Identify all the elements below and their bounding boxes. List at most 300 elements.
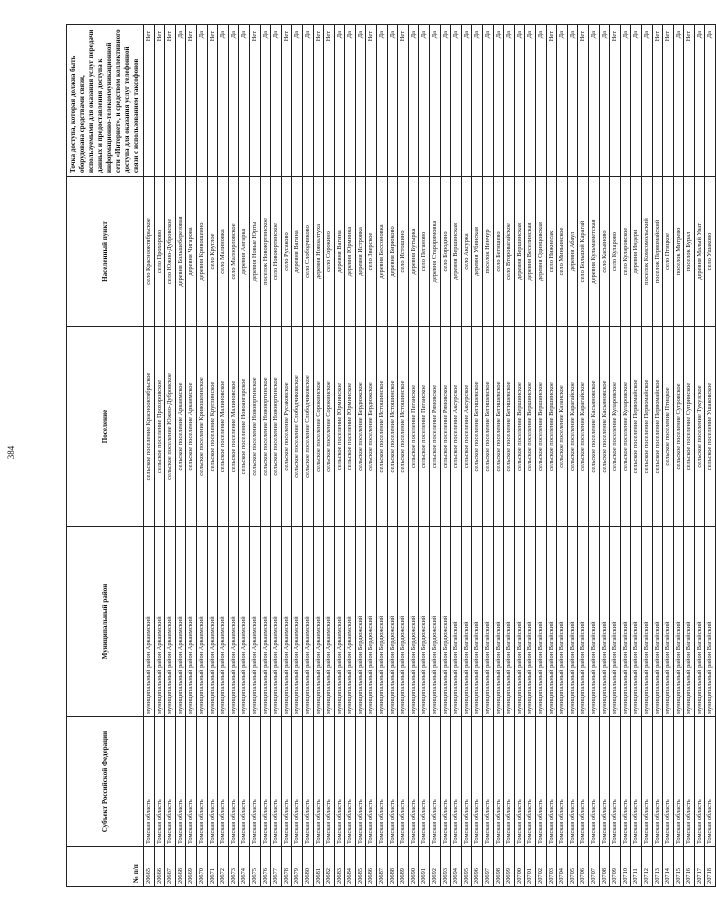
settlement-cell: сельское поселение Карагайское xyxy=(578,327,589,527)
district-cell: муниципальный район Бердюжский xyxy=(440,527,451,717)
settlement-cell: сельское поселение Рямовское xyxy=(440,327,451,527)
access-point-cell: Да xyxy=(228,25,239,177)
district-cell: муниципальный район Бердюжский xyxy=(355,527,366,717)
row-number-cell: 20700 xyxy=(514,847,525,887)
subject-cell: Томская область xyxy=(578,717,589,847)
access-point-cell: Нет xyxy=(578,25,589,177)
settlement-cell: сельское поселение Малиновское xyxy=(228,327,239,527)
access-point-cell: Да xyxy=(302,25,313,177)
district-cell: муниципальный район Аркаимский xyxy=(207,527,218,717)
district-cell: муниципальный район Вагайский xyxy=(493,527,504,717)
locality-cell: село Пеганово xyxy=(419,177,430,327)
table-row xyxy=(461,25,472,887)
row-number-cell: 20685 xyxy=(355,847,366,887)
row-number-cell: 20675 xyxy=(249,847,260,887)
table-row xyxy=(684,25,695,887)
district-cell: муниципальный район Аркаимский xyxy=(260,527,271,717)
column-header-district: Муниципальный район xyxy=(67,527,144,717)
access-point-cell: Нет xyxy=(186,25,197,177)
table-row xyxy=(175,25,186,887)
column-header-locality: Населенный пункт xyxy=(67,177,144,327)
subject-cell: Томская область xyxy=(175,717,186,847)
row-number-cell: 20705 xyxy=(567,847,578,887)
locality-cell: село Касьяново xyxy=(599,177,610,327)
settlement-cell: сельское поселение Ушаковское xyxy=(705,327,716,527)
settlement-cell: сельское поселение Слободчиковское xyxy=(302,327,313,527)
settlement-cell: сельское поселение Краснооктябрьское xyxy=(144,327,155,527)
access-point-cell: Да xyxy=(271,25,282,177)
access-point-cell: Да xyxy=(504,25,515,177)
district-cell: муниципальный район Вагайский xyxy=(567,527,578,717)
access-point-cell: Нет xyxy=(165,25,176,177)
table-row xyxy=(663,25,674,887)
subject-cell: Томская область xyxy=(504,717,515,847)
access-point-cell: Да xyxy=(377,25,388,177)
table-row xyxy=(610,25,621,887)
district-cell: муниципальный район Вагайский xyxy=(525,527,536,717)
access-point-cell: Да xyxy=(292,25,303,177)
table-row xyxy=(419,25,430,887)
subject-cell: Томская область xyxy=(483,717,494,847)
row-number-cell: 20708 xyxy=(599,847,610,887)
access-point-cell: Да xyxy=(588,25,599,177)
row-number-cell: 20678 xyxy=(281,847,292,887)
district-cell: муниципальный район Вагайский xyxy=(504,527,515,717)
locality-cell: поселок Бурал xyxy=(684,177,695,327)
access-point-cell: Да xyxy=(355,25,366,177)
locality-cell: село Слободчиково xyxy=(302,177,313,327)
access-point-cell: Да xyxy=(175,25,186,177)
row-number-cell: 20670 xyxy=(196,847,207,887)
locality-cell: поселок Первомайский xyxy=(652,177,663,327)
district-cell: муниципальный район Аркаимский xyxy=(324,527,335,717)
page-number: 384 xyxy=(6,445,16,460)
settlements-table xyxy=(66,24,716,887)
table-row xyxy=(260,25,271,887)
row-number-cell: 20712 xyxy=(641,847,652,887)
locality-cell: деревня Вершинская xyxy=(451,177,462,327)
subject-cell: Томская область xyxy=(535,717,546,847)
locality-cell: село Птицкое xyxy=(663,177,674,327)
locality-cell: село Куларово xyxy=(610,177,621,327)
table-body xyxy=(144,25,716,887)
table-row xyxy=(567,25,578,887)
settlement-cell: сельское поселение Птицкое xyxy=(663,327,674,527)
table-row xyxy=(355,25,366,887)
subject-cell: Томская область xyxy=(673,717,684,847)
access-point-cell: Да xyxy=(705,25,716,177)
table-row xyxy=(366,25,377,887)
settlement-cell: сельское поселение Сорокинское xyxy=(324,327,335,527)
access-point-cell: Да xyxy=(218,25,229,177)
locality-cell: село Истошино xyxy=(398,177,409,327)
subject-cell: Томская область xyxy=(281,717,292,847)
district-cell: муниципальный район Вагайский xyxy=(631,527,642,717)
table-row xyxy=(302,25,313,887)
table-row xyxy=(281,25,292,887)
row-number-cell: 20707 xyxy=(588,847,599,887)
district-cell: муниципальный район Вагайский xyxy=(546,527,557,717)
access-point-cell: Да xyxy=(334,25,345,177)
column-header-subject: Субъект Российской Федерации xyxy=(67,717,144,847)
district-cell: муниципальный район Аркаимский xyxy=(345,527,356,717)
settlement-cell: сельское поселение Новоангарское xyxy=(239,327,250,527)
access-point-cell: Нет xyxy=(652,25,663,177)
subject-cell: Томская область xyxy=(451,717,462,847)
district-cell: муниципальный район Вагайский xyxy=(588,527,599,717)
table-row xyxy=(525,25,536,887)
settlement-cell: сельское поселение Первомайское xyxy=(631,327,642,527)
access-point-cell: Да xyxy=(408,25,419,177)
access-point-cell: Да xyxy=(196,25,207,177)
subject-cell: Томская область xyxy=(186,717,197,847)
access-point-cell: Нет xyxy=(154,25,165,177)
settlement-cell: сельское поселение Вершинское xyxy=(514,327,525,527)
row-number-cell: 20704 xyxy=(557,847,568,887)
locality-cell: деревня Вагина xyxy=(292,177,303,327)
locality-cell: деревня Ангарка xyxy=(239,177,250,327)
district-cell: муниципальный район Аркаимский xyxy=(249,527,260,717)
settlement-cell: сельское поселение Круглинское xyxy=(207,327,218,527)
row-number-cell: 20665 xyxy=(144,847,155,887)
table-row xyxy=(377,25,388,887)
subject-cell: Томская область xyxy=(557,717,568,847)
row-number-cell: 20679 xyxy=(292,847,303,887)
settlement-cell: сельское поселение Бегишевское xyxy=(504,327,515,527)
locality-cell: деревня Бутырка xyxy=(408,177,419,327)
access-point-cell: Да xyxy=(239,25,250,177)
row-number-cell: 20711 xyxy=(631,847,642,887)
settlement-cell: сельское поселение Юрминское xyxy=(345,327,356,527)
subject-cell: Томская область xyxy=(472,717,483,847)
settlement-cell: сельское поселение Касьяновское xyxy=(599,327,610,527)
subject-cell: Томская область xyxy=(588,717,599,847)
row-number-cell: 20692 xyxy=(430,847,441,887)
subject-cell: Томская область xyxy=(398,717,409,847)
locality-cell: деревня Малый Уват xyxy=(694,177,705,327)
settlement-cell: сельское поселение Бегишевское xyxy=(493,327,504,527)
subject-cell: Томская область xyxy=(355,717,366,847)
district-cell: муниципальный район Аркаимский xyxy=(334,527,345,717)
row-number-cell: 20693 xyxy=(440,847,451,887)
table-row xyxy=(218,25,229,887)
table-row xyxy=(345,25,356,887)
row-number-cell: 20668 xyxy=(175,847,186,887)
row-number-cell: 20702 xyxy=(535,847,546,887)
settlement-cell: сельское поселение Рямовское xyxy=(430,327,441,527)
row-number-cell: 20688 xyxy=(387,847,398,887)
subject-cell: Томская область xyxy=(196,717,207,847)
district-cell: муниципальный район Вагайский xyxy=(620,527,631,717)
table-row xyxy=(557,25,568,887)
settlement-cell: сельское поселение Первомайское xyxy=(652,327,663,527)
district-cell: муниципальный район Аркаимский xyxy=(144,527,155,717)
locality-cell: село Малиновка xyxy=(218,177,229,327)
settlement-cell: сельское поселение Истошинское xyxy=(398,327,409,527)
subject-cell: Томская область xyxy=(324,717,335,847)
locality-cell: поселок Новоюртинское xyxy=(260,177,271,327)
locality-cell: деревня Большеберезовая xyxy=(175,177,186,327)
district-cell: муниципальный район Аркаимский xyxy=(218,527,229,717)
access-point-cell: Нет xyxy=(663,25,674,177)
district-cell: муниципальный район Бердюжский xyxy=(419,527,430,717)
column-header-access-point: Точка доступа, которая должна быть оборудована средствами связи, используемыми для оказания услуг передачи данных и предоставления доступа к информационно-телекоммуникационной сети «Интернет», и средством коллективного доступа для оказания услуг телефонной связи с использованием таксофонов xyxy=(67,25,144,177)
row-number-cell: 20706 xyxy=(578,847,589,887)
access-point-cell: Нет xyxy=(313,25,324,177)
locality-cell: село Круглое xyxy=(207,177,218,327)
access-point-cell: Нет xyxy=(398,25,409,177)
subject-cell: Томская область xyxy=(514,717,525,847)
row-number-cell: 20694 xyxy=(451,847,462,887)
locality-cell: деревня Бирюково xyxy=(387,177,398,327)
row-number-cell: 20667 xyxy=(165,847,176,887)
subject-cell: Томская область xyxy=(271,717,282,847)
access-point-cell: Да xyxy=(514,25,525,177)
row-number-cell: 20666 xyxy=(154,847,165,887)
district-cell: муниципальный район Вагайский xyxy=(684,527,695,717)
locality-cell: деревня Юрминка xyxy=(345,177,356,327)
subject-cell: Томская область xyxy=(461,717,472,847)
settlement-cell: сельское поселение Южно-Дубровское xyxy=(165,327,176,527)
table-row xyxy=(472,25,483,887)
subject-cell: Томская область xyxy=(610,717,621,847)
row-number-cell: 20696 xyxy=(472,847,483,887)
access-point-cell: Нет xyxy=(249,25,260,177)
access-point-cell: Нет xyxy=(610,25,621,177)
access-point-cell: Да xyxy=(419,25,430,177)
subject-cell: Томская область xyxy=(154,717,165,847)
subject-cell: Томская область xyxy=(144,717,155,847)
table-row xyxy=(228,25,239,887)
table-row xyxy=(271,25,282,887)
settlement-cell: сельское поселение Первомайское xyxy=(641,327,652,527)
locality-cell: село Прохорово xyxy=(154,177,165,327)
subject-cell: Томская область xyxy=(387,717,398,847)
subject-cell: Томская область xyxy=(525,717,536,847)
row-number-cell: 20713 xyxy=(652,847,663,887)
access-point-cell: Нет xyxy=(684,25,695,177)
locality-cell: село Русаково xyxy=(281,177,292,327)
subject-cell: Томская область xyxy=(684,717,695,847)
district-cell: муниципальный район Вагайский xyxy=(641,527,652,717)
locality-cell: село Краснооктябрьское xyxy=(144,177,155,327)
access-point-cell: Да xyxy=(525,25,536,177)
table-row xyxy=(313,25,324,887)
district-cell: муниципальный район Бердюжский xyxy=(430,527,441,717)
row-number-cell: 20715 xyxy=(673,847,684,887)
district-cell: муниципальный район Аркаимский xyxy=(165,527,176,717)
settlement-cell: сельское поселение Бердюжское xyxy=(355,327,366,527)
locality-cell: село Южно-Дубровское xyxy=(165,177,176,327)
access-point-cell: Да xyxy=(567,25,578,177)
locality-cell: деревня Бессоновка xyxy=(377,177,388,327)
locality-cell: село Сорокино xyxy=(324,177,335,327)
district-cell: муниципальный район Вагайский xyxy=(663,527,674,717)
locality-cell: деревня Абаул xyxy=(567,177,578,327)
district-cell: муниципальный район Вагайский xyxy=(535,527,546,717)
settlement-cell: сельское поселение Карагайское xyxy=(567,327,578,527)
locality-cell: деревня Вагина xyxy=(334,177,345,327)
access-point-cell: Нет xyxy=(546,25,557,177)
locality-cell: деревня Убинская xyxy=(472,177,483,327)
district-cell: муниципальный район Вагайский xyxy=(451,527,462,717)
subject-cell: Томская область xyxy=(567,717,578,847)
table-row xyxy=(504,25,515,887)
table-row xyxy=(387,25,398,887)
district-cell: муниципальный район Вагайский xyxy=(483,527,494,717)
locality-cell: село Ушаково xyxy=(705,177,716,327)
locality-cell: деревня Веселинская xyxy=(525,177,536,327)
table-row xyxy=(705,25,716,887)
locality-cell: деревня Вершинская xyxy=(514,177,525,327)
subject-cell: Томская область xyxy=(239,717,250,847)
row-number-cell: 20684 xyxy=(345,847,356,887)
table-row xyxy=(408,25,419,887)
row-number-cell: 20686 xyxy=(366,847,377,887)
subject-cell: Томская область xyxy=(419,717,430,847)
locality-cell: село Миньинское xyxy=(557,177,568,327)
settlement-cell: сельское поселение Слободчиковское xyxy=(292,327,303,527)
row-number-cell: 20687 xyxy=(377,847,388,887)
settlement-cell: сельское поселение Куларовское xyxy=(620,327,631,527)
access-point-cell: Нет xyxy=(366,25,377,177)
settlement-cell: сельское поселение Супринское xyxy=(684,327,695,527)
subject-cell: Томская область xyxy=(366,717,377,847)
access-point-cell: Да xyxy=(440,25,451,177)
district-cell: муниципальный район Аркаимский xyxy=(292,527,303,717)
settlement-cell: сельское поселение Вершинское xyxy=(525,327,536,527)
table-row xyxy=(249,25,260,887)
locality-cell: поселок Ненчур xyxy=(483,177,494,327)
table-row xyxy=(641,25,652,887)
table-row xyxy=(440,25,451,887)
access-point-cell: Да xyxy=(557,25,568,177)
table-row xyxy=(292,25,303,887)
subject-cell: Томская область xyxy=(260,717,271,847)
table-row xyxy=(535,25,546,887)
row-number-cell: 20716 xyxy=(684,847,695,887)
table-row xyxy=(483,25,494,887)
row-number-cell: 20709 xyxy=(610,847,621,887)
table-row xyxy=(186,25,197,887)
access-point-cell: Да xyxy=(472,25,483,177)
table-row xyxy=(578,25,589,887)
locality-cell: село Малоорловское xyxy=(228,177,239,327)
settlement-cell: сельское поселение Касьяновское xyxy=(588,327,599,527)
access-point-cell: Да xyxy=(493,25,504,177)
table-row xyxy=(144,25,155,887)
access-point-cell: Да xyxy=(620,25,631,177)
row-number-cell: 20669 xyxy=(186,847,197,887)
table-row xyxy=(334,25,345,887)
row-number-cell: 20697 xyxy=(483,847,494,887)
row-number-cell: 20710 xyxy=(620,847,631,887)
district-cell: муниципальный район Аркаимский xyxy=(154,527,165,717)
locality-cell: деревня Кривошеино xyxy=(196,177,207,327)
district-cell: муниципальный район Аркаимский xyxy=(186,527,197,717)
subject-cell: Томская область xyxy=(599,717,610,847)
access-point-cell: Да xyxy=(387,25,398,177)
subject-cell: Томская область xyxy=(620,717,631,847)
access-point-cell: Да xyxy=(345,25,356,177)
access-point-cell: Да xyxy=(483,25,494,177)
settlement-cell: сельское поселение Сорокинское xyxy=(313,327,324,527)
settlement-cell: сельское поселение Русаковское xyxy=(281,327,292,527)
subject-cell: Томская область xyxy=(663,717,674,847)
district-cell: муниципальный район Бердюжский xyxy=(398,527,409,717)
district-cell: муниципальный район Аркаимский xyxy=(313,527,324,717)
access-point-cell: Да xyxy=(599,25,610,177)
row-number-cell: 20680 xyxy=(302,847,313,887)
district-cell: муниципальный район Вагайский xyxy=(673,527,684,717)
access-point-cell: Да xyxy=(694,25,705,177)
subject-cell: Томская область xyxy=(218,717,229,847)
table-row xyxy=(631,25,642,887)
locality-cell: деревня Истровка xyxy=(355,177,366,327)
district-cell: муниципальный район Аркаимский xyxy=(175,527,186,717)
settlement-cell: сельское поселение Бегишевское xyxy=(472,327,483,527)
row-number-cell: 20691 xyxy=(419,847,430,887)
subject-cell: Томская область xyxy=(207,717,218,847)
settlement-cell: сельское поселение Сугровское xyxy=(673,327,684,527)
subject-cell: Томская область xyxy=(641,717,652,847)
table-row xyxy=(165,25,176,887)
locality-cell: село Бородино xyxy=(440,177,451,327)
settlement-cell: сельское поселение Пеганское xyxy=(408,327,419,527)
row-number-cell: 20682 xyxy=(324,847,335,887)
subject-cell: Томская область xyxy=(440,717,451,847)
district-cell: муниципальный район Бердюжский xyxy=(387,527,398,717)
settlement-cell: сельское поселение Новоюртинское xyxy=(249,327,260,527)
table-header-row xyxy=(67,25,144,887)
locality-cell: село Новоюртинское xyxy=(271,177,282,327)
settlement-cell: сельское поселение Аркаимское xyxy=(175,327,186,527)
access-point-cell: Да xyxy=(260,25,271,177)
access-point-cell: Нет xyxy=(207,25,218,177)
district-cell: муниципальный район Аркаимский xyxy=(196,527,207,717)
access-point-cell: Да xyxy=(641,25,652,177)
district-cell: муниципальный район Вагайский xyxy=(599,527,610,717)
row-number-cell: 20714 xyxy=(663,847,674,887)
settlement-cell: сельское поселение Аксурское xyxy=(461,327,472,527)
subject-cell: Томская область xyxy=(313,717,324,847)
access-point-cell: Нет xyxy=(281,25,292,177)
row-number-cell: 20673 xyxy=(228,847,239,887)
column-header-settlement: Поселение xyxy=(67,327,144,527)
locality-cell: село Нижнесак xyxy=(546,177,557,327)
district-cell: муниципальный район Аркаимский xyxy=(228,527,239,717)
table-row xyxy=(546,25,557,887)
row-number-cell: 20718 xyxy=(705,847,716,887)
access-point-cell: Да xyxy=(430,25,441,177)
table-row xyxy=(196,25,207,887)
table-row xyxy=(652,25,663,887)
subject-cell: Томская область xyxy=(493,717,504,847)
settlement-cell: сельское поселение Куларовское xyxy=(610,327,621,527)
locality-cell: деревня Одинцовская xyxy=(535,177,546,327)
district-cell: муниципальный район Вагайский xyxy=(694,527,705,717)
subject-cell: Томская область xyxy=(377,717,388,847)
table-row xyxy=(451,25,462,887)
locality-cell: село Второвагайское xyxy=(504,177,515,327)
subject-cell: Томская область xyxy=(302,717,313,847)
settlement-cell: сельское поселение Прохоровское xyxy=(154,327,165,527)
district-cell: муниципальный район Вагайский xyxy=(578,527,589,717)
table-row xyxy=(430,25,441,887)
settlement-cell: сельское поселение Истошинское xyxy=(387,327,398,527)
access-point-cell: Да xyxy=(451,25,462,177)
district-cell: муниципальный район Аркаимский xyxy=(271,527,282,717)
